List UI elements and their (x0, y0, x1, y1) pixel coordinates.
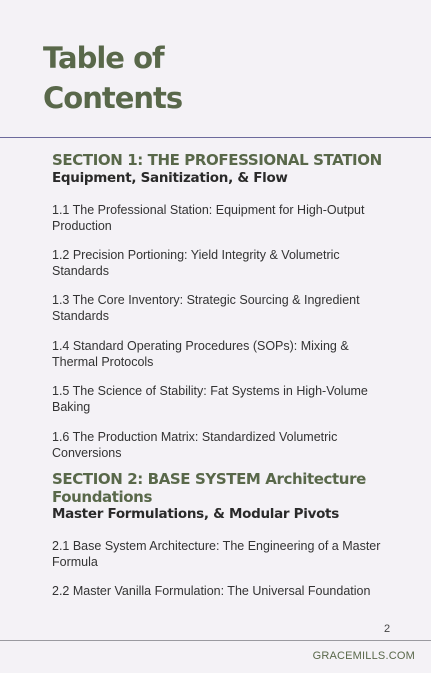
footer-divider (0, 640, 431, 641)
toc-entry-1-1[interactable]: 1.1 The Professional Station: Equipment for High-Output Production (52, 203, 365, 233)
section-2-heading: SECTION 2: BASE SYSTEM Architecture Foundations (52, 470, 366, 506)
section-1-subtitle: Equipment, Sanitization, & Flow (52, 170, 288, 186)
toc-entry-1-3[interactable]: 1.3 The Core Inventory: Strategic Sourcing & Ingredient Standards (52, 293, 360, 323)
toc-entry-1-2[interactable]: 1.2 Precision Portioning: Yield Integrity & Volumetric Standards (52, 248, 340, 278)
toc-entry-1-6[interactable]: 1.6 The Production Matrix: Standardized Volumetric Conversions (52, 430, 338, 460)
toc-entry-1-5[interactable]: 1.5 The Science of Stability: Fat Systems in High-Volume Baking (52, 384, 368, 414)
footer-website[interactable]: GRACEMILLS.COM (312, 650, 415, 662)
page-number: 2 (384, 623, 391, 635)
toc-entry-2-1[interactable]: 2.1 Base System Architecture: The Engineering of a Master Formula (52, 539, 381, 569)
page-title: Table of Contents (43, 41, 183, 115)
header-divider (0, 137, 431, 138)
toc-entry-2-2[interactable]: 2.2 Master Vanilla Formulation: The Universal Foundation (52, 584, 371, 598)
toc-entry-1-4[interactable]: 1.4 Standard Operating Procedures (SOPs): Mixing & Thermal Protocols (52, 339, 349, 369)
section-1-heading: SECTION 1: THE PROFESSIONAL STATION (52, 151, 382, 169)
section-2-subtitle: Master Formulations, & Modular Pivots (52, 506, 339, 522)
